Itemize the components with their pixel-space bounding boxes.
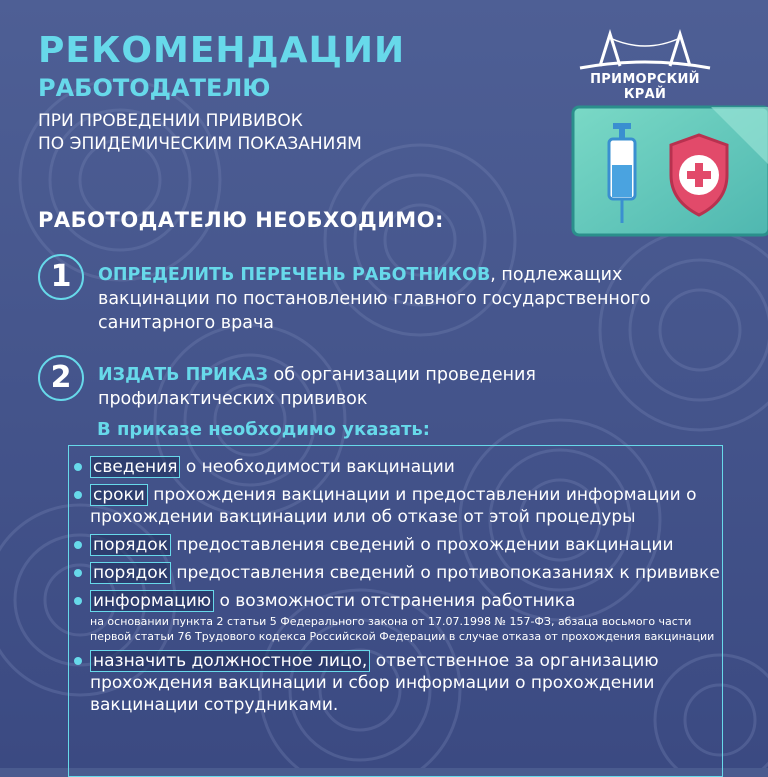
bullet-icon	[74, 491, 82, 499]
step-highlight: ОПРЕДЕЛИТЬ ПЕРЕЧЕНЬ РАБОТНИКОВ	[98, 265, 491, 285]
item-text: предоставления сведений о прохождении вакцинации	[170, 535, 674, 555]
item-key: порядок	[90, 562, 171, 584]
step-description: , подлежащих вакцинации по постановлению главного государственного санитарного врача	[98, 265, 651, 333]
item-text: прохождения вакцинации и предоставлении информации о прохождении вакцинации или об отказе от этой процедуры	[90, 485, 697, 527]
page-title: РЕКОМЕНДАЦИИ	[38, 30, 406, 71]
bullet-icon	[74, 657, 82, 665]
item-text: предоставления сведений о противопоказаниях к прививке	[170, 563, 720, 583]
order-list	[70, 456, 720, 722]
list-item	[70, 650, 720, 716]
item-key: информацию	[90, 590, 214, 612]
section-title: РАБОТОДАТЕЛЮ НЕОБХОДИМО:	[38, 208, 444, 232]
page-subtitle: РАБОТОДАТЕЛЮ	[38, 74, 271, 102]
step-number: 2	[38, 355, 84, 401]
description-line: ПРИ ПРОВЕДЕНИИ ПРИВИВОК	[38, 111, 303, 131]
step-text	[98, 263, 698, 335]
step-text	[98, 363, 598, 411]
bullet-icon	[74, 541, 82, 549]
item-key: порядок	[90, 534, 171, 556]
step-number: 1	[38, 254, 84, 300]
item-text: о возможности отстранения работника	[214, 591, 576, 611]
item-key: назначить должностное лицо,	[90, 650, 370, 672]
legal-note: на основании пункта 2 статьи 5 Федерального закона от 17.07.1998 № 157-ФЗ, абзаца восьмого части первой статьи 76 Трудового кодекса Российской Федерации в случае отказа от прохождения вакцинации	[90, 615, 715, 643]
list-item	[70, 562, 720, 584]
page-description	[38, 110, 458, 156]
bullet-icon	[74, 597, 82, 605]
item-key: сроки	[90, 484, 148, 506]
region-logo	[570, 28, 720, 102]
list-item	[70, 590, 720, 644]
list-item	[70, 456, 720, 478]
order-heading: В приказе необходимо указать:	[97, 419, 430, 440]
bridge-icon	[570, 28, 720, 72]
vaccine-card-icon	[571, 105, 768, 237]
item-text: о необходимости вакцинации	[180, 457, 455, 477]
description-line: ПО ЭПИДЕМИЧЕСКИМ ПОКАЗАНИЯМ	[38, 134, 362, 154]
step-description: об организации проведения профилактических прививок	[98, 365, 536, 409]
bullet-icon	[74, 569, 82, 577]
item-text: ответственное за организацию прохождения вакцинации и сбор информации о прохождении вакцинации сотрудниками.	[90, 651, 659, 715]
logo-text: ПРИМОРСКИЙ КРАЙ	[590, 72, 700, 102]
bullet-icon	[74, 463, 82, 471]
list-item	[70, 484, 720, 528]
item-key: сведения	[90, 456, 180, 478]
step-highlight: ИЗДАТЬ ПРИКАЗ	[98, 365, 268, 385]
list-item	[70, 534, 720, 556]
